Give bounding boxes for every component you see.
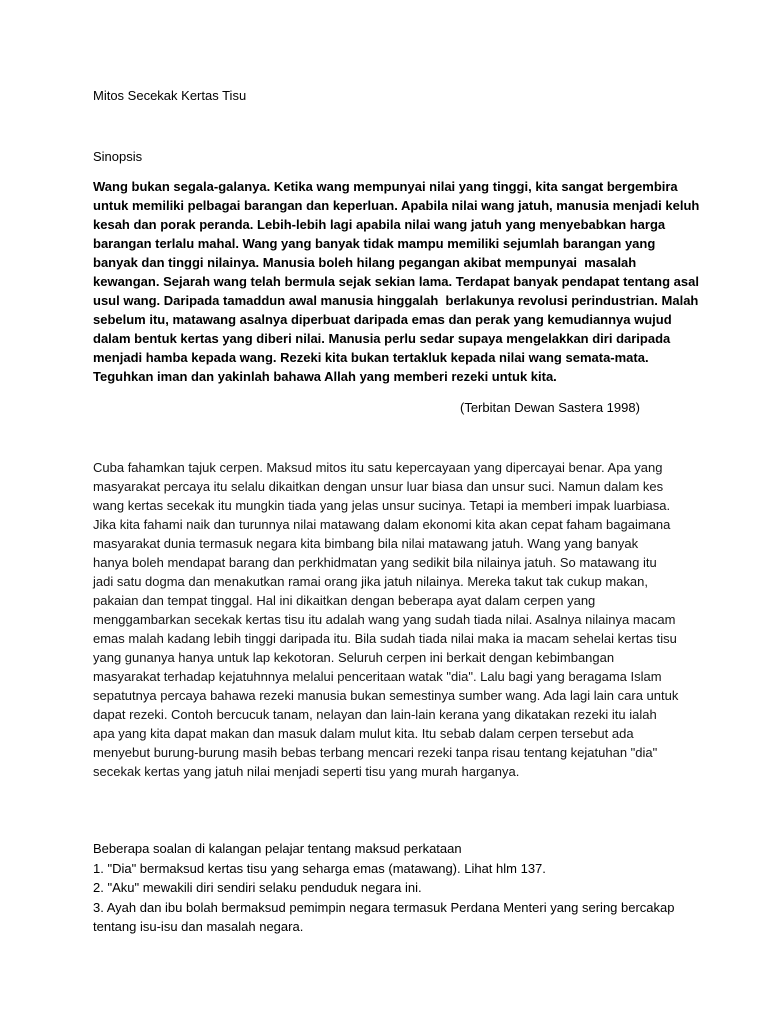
question-item: 2. "Aku" mewakili diri sendiri selaku penduduk negara ini. (93, 880, 422, 895)
question-item: 3. Ayah dan ibu bolah bermaksud pemimpin negara termasuk Perdana Menteri yang sering bercakap (93, 899, 675, 915)
synopsis-line: kewangan. Sejarah wang telah bermula sejak sekian lama. Terdapat banyak pendapat tentang asal (93, 274, 699, 289)
document-title-block (93, 86, 246, 105)
commentary-line: wang kertas secekak itu mungkin tiada yang jelas unsur sucinya. Tetapi ia memberi impak luarbiasa. (93, 498, 671, 513)
synopsis-line: usul wang. Daripada tamaddun awal manusia hinggalah berlakunya revolusi perindustrian. Malah (93, 293, 699, 308)
synopsis-line: kesah dan porak peranda. Lebih-lebih lagi apabila nilai wang jatuh yang menyebabkan harga (93, 217, 666, 232)
commentary-paragraph (93, 458, 678, 781)
questions-section (93, 839, 675, 937)
commentary-line: menyebut burung-burung masih bebas terbang mencari rezeki tanpa risau tentang kejatuhan "dia" (93, 745, 658, 760)
commentary-line: secekak kertas yang jatuh nilai menjadi seperti tisu yang murah harganya. (93, 764, 520, 779)
commentary-line: jadi satu dogma dan menakutkan ramai orang jika jatuh nilainya. Mereka takut tak cukup makan, (93, 574, 648, 589)
commentary-line: masyarakat dunia termasuk negara kita bimbang bila nilai matawang jatuh. Wang yang banyak (93, 536, 639, 551)
synopsis-line: Wang bukan segala-galanya. Ketika wang mempunyai nilai yang tinggi, kita sangat bergembira (93, 179, 678, 194)
synopsis-heading: Sinopsis (93, 149, 143, 164)
citation: (Terbitan Dewan Sastera 1998) (460, 400, 640, 415)
question-item-continuation: tentang isu-isu dan masalah negara. (93, 919, 304, 934)
commentary-line: yang gunanya hanya untuk lap kekotoran. Seluruh cerpen ini berkait dengan kebimbangan (93, 650, 615, 665)
commentary-line: apa yang kita dapat makan dan masuk dalam mulut kita. Itu sebab dalam cerpen tersebut ada (93, 726, 634, 741)
questions-heading: Beberapa soalan di kalangan pelajar tentang maksud perkataan (93, 841, 462, 856)
commentary-line: pakaian dan tempat tinggal. Hal ini dikaitkan dengan beberapa ayat dalam cerpen yang (93, 593, 596, 608)
commentary-line: sepatutnya percaya bahawa rezeki manusia bukan semestinya sumber wang. Ada lagi lain cara untuk (93, 688, 679, 703)
synopsis-line: menjadi hamba kepada wang. Rezeki kita bukan tertakluk kepada nilai wang semata-mata. (93, 350, 649, 365)
commentary-line: Cuba fahamkan tajuk cerpen. Maksud mitos itu satu kepercayaan yang dipercayai benar. Apa yang (93, 460, 663, 475)
commentary-line: hanya boleh mendapat barang dan perkhidmatan yang sedikit bila nilainya jatuh. So matawang itu (93, 555, 657, 570)
synopsis-line: Teguhkan iman dan yakinlah bahawa Allah yang memberi rezeki untuk kita. (93, 369, 557, 384)
synopsis-paragraph (93, 177, 699, 386)
synopsis-line: dalam bentuk kertas yang diberi nilai. Manusia perlu sedar supaya mengelakkan diri daripada (93, 331, 671, 346)
synopsis-heading-block (93, 147, 142, 166)
citation-block (460, 398, 640, 417)
question-item: 1. "Dia" bermaksud kertas tisu yang seharga emas (matawang). Lihat hlm 137. (93, 860, 546, 876)
commentary-line: menggambarkan secekak kertas tisu itu adalah wang yang sudah tiada nilai. Asalnya nilainya macam (93, 612, 676, 627)
synopsis-line: untuk memiliki pelbagai barangan dan keperluan. Apabila nilai wang jatuh, manusia menjadi keluh (93, 198, 700, 213)
commentary-line: masyarakat percaya itu selalu dikaitkan dengan unsur luar biasa dan unsur suci. Namun dalam kes (93, 479, 664, 494)
synopsis-line: barangan terlalu mahal. Wang yang banyak tidak mampu memiliki sejumlah barangan yang (93, 236, 656, 251)
commentary-line: dapat rezeki. Contoh bercucuk tanam, nelayan dan lain-lain kerana yang dikatakan rezeki itu ialah (93, 707, 657, 722)
commentary-line: Jika kita fahami naik dan turunnya nilai matawang dalam ekonomi kita akan cepat faham bagaimana (93, 517, 671, 532)
commentary-line: emas malah kadang lebih tinggi daripada itu. Bila sudah tiada nilai maka ia macam sehelai kertas tisu (93, 631, 677, 646)
document-title: Mitos Secekak Kertas Tisu (93, 88, 247, 103)
synopsis-line: banyak dan tinggi nilainya. Manusia boleh hilang pegangan akibat mempunyai masalah (93, 255, 637, 270)
synopsis-line: sebelum itu, matawang asalnya diperbuat daripada emas dan perak yang kemudiannya wujud (93, 312, 672, 327)
commentary-line: masyarakat terhadap kejatuhnnya melalui penceritaan watak "dia". Lalu bagi yang beragama Islam (93, 669, 662, 684)
